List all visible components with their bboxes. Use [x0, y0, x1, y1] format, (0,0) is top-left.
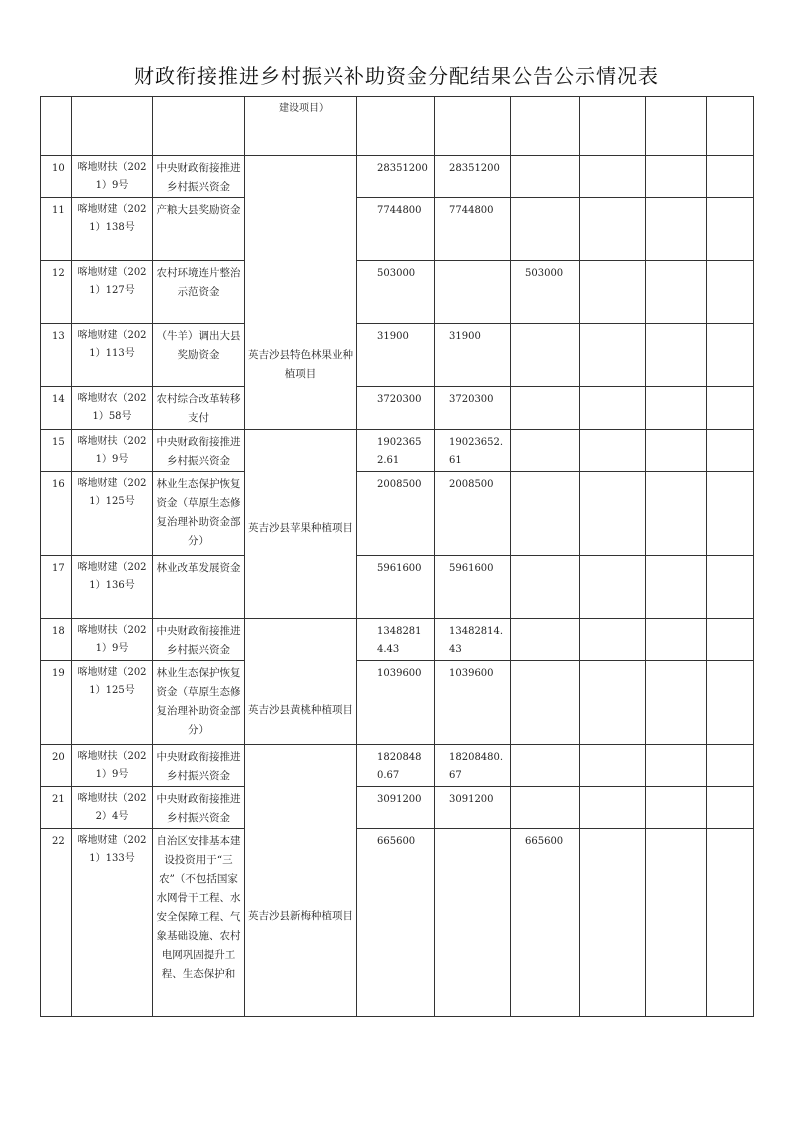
cell-blank [580, 787, 646, 829]
table-row [41, 156, 754, 198]
cell-amount: 13482814.43 [357, 619, 435, 661]
cell-amount-3 [511, 198, 580, 261]
table-row [41, 261, 754, 324]
cell-amount-3 [511, 156, 580, 198]
cell-blank [707, 198, 754, 261]
cell-amount-3: 503000 [511, 261, 580, 324]
cell-blank [707, 556, 754, 619]
cell-doc: 喀地财建（2021）138号 [72, 198, 153, 261]
cell-blank [707, 619, 754, 661]
cell-no: 19 [41, 661, 72, 745]
cell-amount-3 [511, 661, 580, 745]
cell-doc: 喀地财扶（2022）4号 [72, 787, 153, 829]
cell-blank [707, 472, 754, 556]
cell-amount-3 [511, 745, 580, 787]
cell-blank [580, 829, 646, 1017]
cell-no: 12 [41, 261, 72, 324]
cell-blank [580, 156, 646, 198]
cell-amount-2: 31900 [435, 324, 511, 387]
cell-amount: 28351200 [357, 156, 435, 198]
cell-blank [580, 198, 646, 261]
cell-blank [580, 261, 646, 324]
cell-blank [707, 387, 754, 430]
cell-blank [580, 745, 646, 787]
cell-amount-2: 13482814.43 [435, 619, 511, 661]
cell-fund: 农村环境连片整治示范资金 [153, 261, 245, 324]
cell-doc: 喀地财建（2021）127号 [72, 261, 153, 324]
cell-blank [646, 556, 707, 619]
cell-amount-2: 7744800 [435, 198, 511, 261]
cell-amount-3 [511, 387, 580, 430]
cell-amount: 31900 [357, 324, 435, 387]
cell-fund: 农村综合改革转移支付 [153, 387, 245, 430]
cell-no: 10 [41, 156, 72, 198]
cell-blank [646, 472, 707, 556]
cell-no [41, 97, 72, 156]
cell-doc: 喀地财扶（2021）9号 [72, 745, 153, 787]
cell-blank [707, 745, 754, 787]
project-label: 英吉沙县特色林果业种植项目 [248, 349, 353, 380]
cell-doc: 喀地财建（2021）136号 [72, 556, 153, 619]
cell-amount-3 [511, 619, 580, 661]
cell-blank [580, 97, 646, 156]
cell-blank [707, 661, 754, 745]
cell-amount: 2008500 [357, 472, 435, 556]
cell-blank [707, 829, 754, 1017]
cell-no: 15 [41, 430, 72, 472]
cell-doc [72, 97, 153, 156]
cell-amount-3 [511, 430, 580, 472]
cell-blank [580, 619, 646, 661]
cell-blank [580, 556, 646, 619]
cell-no: 20 [41, 745, 72, 787]
cell-amount-2: 2008500 [435, 472, 511, 556]
cell-blank [707, 261, 754, 324]
cell-no: 13 [41, 324, 72, 387]
cell-doc: 喀地财扶（2021）9号 [72, 156, 153, 198]
cell-blank [646, 829, 707, 1017]
table-row [41, 556, 754, 619]
cell-no: 18 [41, 619, 72, 661]
cell-blank [707, 156, 754, 198]
cell-doc: 喀地财建（2021）125号 [72, 472, 153, 556]
cell-doc: 喀地财扶（2021）9号 [72, 619, 153, 661]
cell-fund: 中央财政衔接推进乡村振兴资金 [153, 787, 245, 829]
cell-amount: 19023652.61 [357, 430, 435, 472]
cell-amount-2: 1039600 [435, 661, 511, 745]
cell-blank [707, 787, 754, 829]
cell-blank [646, 324, 707, 387]
table-row [41, 619, 754, 661]
cell-amount-3 [511, 787, 580, 829]
table-row [41, 472, 754, 556]
cell-fund: 林业改革发展资金 [153, 556, 245, 619]
cell-amount-3 [511, 97, 580, 156]
project-label: 英吉沙县苹果种植项目 [248, 521, 353, 534]
table-row [41, 787, 754, 829]
cell-amount: 3720300 [357, 387, 435, 430]
cell-amount-2: 28351200 [435, 156, 511, 198]
cell-fund: 林业生态保护恢复资金（草原生态修复治理补助资金部分） [153, 472, 245, 556]
cell-amount [357, 97, 435, 156]
cell-blank [707, 430, 754, 472]
cell-fund: （牛羊）调出大县奖励资金 [153, 324, 245, 387]
cell-fund: 中央财政衔接推进乡村振兴资金 [153, 619, 245, 661]
cell-no: 16 [41, 472, 72, 556]
cell-blank [646, 661, 707, 745]
table-row [41, 198, 754, 261]
cell-blank [646, 619, 707, 661]
project-label: 英吉沙县新梅种植项目 [248, 910, 353, 922]
cell-amount-2 [435, 97, 511, 156]
cell-amount: 1039600 [357, 661, 435, 745]
cell-doc: 喀地财农（2021）58号 [72, 387, 153, 430]
cell-blank [646, 430, 707, 472]
cell-fund: 中央财政衔接推进乡村振兴资金 [153, 430, 245, 472]
cell-blank [580, 472, 646, 556]
cell-blank [646, 745, 707, 787]
cell-doc: 喀地财建（2021）133号 [72, 829, 153, 1017]
table-row [41, 745, 754, 787]
cell-fund: 自治区安排基本建设投资用于“三农”（不包括国家水网骨干工程、水安全保障工程、气象基础设施、农村电网巩固提升工程、生态保护和 [153, 829, 245, 1017]
cell-blank [646, 387, 707, 430]
cell-blank [707, 97, 754, 156]
cell-amount: 5961600 [357, 556, 435, 619]
cell-amount: 18208480.67 [357, 745, 435, 787]
cell-blank [646, 787, 707, 829]
project-label: 英吉沙县黄桃种植项目 [248, 704, 353, 716]
table-row [41, 430, 754, 472]
cell-no: 11 [41, 198, 72, 261]
cell-fund: 产粮大县奖励资金 [153, 198, 245, 261]
cell-fund: 中央财政衔接推进乡村振兴资金 [153, 745, 245, 787]
cell-amount-3 [511, 324, 580, 387]
cell-amount-3 [511, 472, 580, 556]
cell-blank [646, 97, 707, 156]
allocation-table [40, 96, 754, 1017]
table-row [41, 829, 754, 1017]
cell-doc: 喀地财建（2021）125号 [72, 661, 153, 745]
cell-amount-2: 5961600 [435, 556, 511, 619]
cell-amount-2: 3091200 [435, 787, 511, 829]
cell-blank [646, 261, 707, 324]
cell-no: 22 [41, 829, 72, 1017]
cell-blank [580, 324, 646, 387]
cell-amount: 3091200 [357, 787, 435, 829]
cell-project [245, 619, 357, 745]
table-row [41, 661, 754, 745]
cell-fund-tail: 建设项目） [245, 97, 357, 156]
table-row [41, 387, 754, 430]
cell-doc: 喀地财建（2021）113号 [72, 324, 153, 387]
table-row [41, 324, 754, 387]
cell-amount-2 [435, 261, 511, 324]
cell-doc: 喀地财扶（2021）9号 [72, 430, 153, 472]
cell-project [245, 745, 357, 1017]
cell-amount-2: 3720300 [435, 387, 511, 430]
cell-fund: 中央财政衔接推进乡村振兴资金 [153, 156, 245, 198]
page-title: 财政衔接推进乡村振兴补助资金分配结果公告公示情况表 [134, 64, 659, 88]
cell-blank [580, 661, 646, 745]
cell-no: 21 [41, 787, 72, 829]
cell-fund [153, 97, 245, 156]
cell-no: 17 [41, 556, 72, 619]
cell-amount-3: 665600 [511, 829, 580, 1017]
cell-amount: 503000 [357, 261, 435, 324]
cell-amount-2: 18208480.67 [435, 745, 511, 787]
cell-amount-2 [435, 829, 511, 1017]
cell-blank [580, 430, 646, 472]
cell-blank [646, 156, 707, 198]
cell-amount-3 [511, 556, 580, 619]
cell-amount: 665600 [357, 829, 435, 1017]
cell-project [245, 156, 357, 430]
cell-amount: 7744800 [357, 198, 435, 261]
cell-no: 14 [41, 387, 72, 430]
table-row-continuation [41, 97, 754, 156]
cell-amount-2: 19023652.61 [435, 430, 511, 472]
cell-project [245, 430, 357, 619]
cell-blank [646, 198, 707, 261]
cell-blank [580, 387, 646, 430]
cell-fund: 林业生态保护恢复资金（草原生态修复治理补助资金部分） [153, 661, 245, 745]
cell-blank [707, 324, 754, 387]
